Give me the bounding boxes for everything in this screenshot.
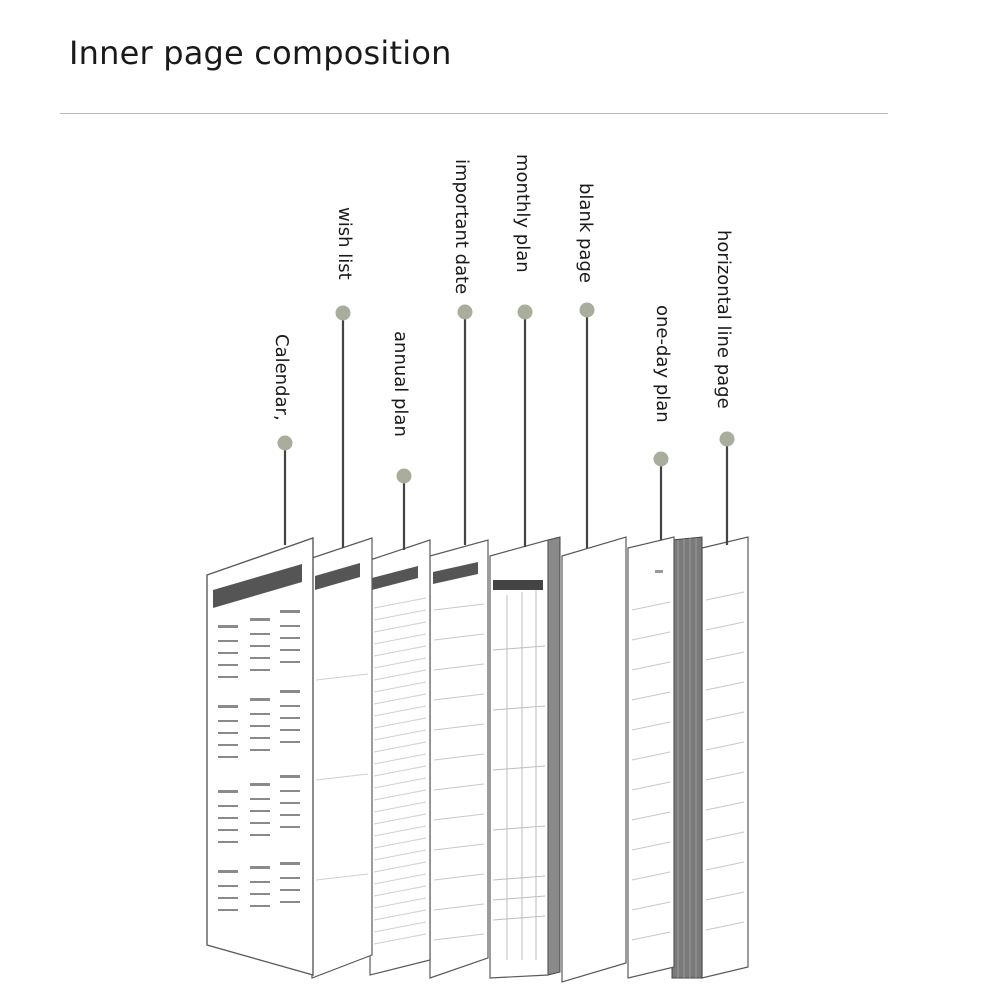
pin-annual-plan (397, 469, 412, 484)
label-blank-page: blank page (575, 183, 596, 283)
callout-pins (278, 303, 735, 484)
label-horizontal-line-page: horizontal line page (713, 230, 734, 409)
page-annual-plan (370, 540, 430, 975)
label-wish-list: wish list (334, 207, 355, 280)
page-block-edge (672, 537, 702, 978)
label-annual-plan: annual plan (390, 331, 411, 437)
page-horizontal-line (702, 537, 748, 978)
pin-important-date (458, 305, 473, 320)
label-important-date: important date (451, 159, 472, 295)
pin-blank-page (580, 303, 595, 318)
label-monthly-plan: monthly plan (512, 154, 533, 273)
label-calendar: Calendar, (271, 334, 292, 421)
pin-calendar (278, 436, 293, 451)
pin-monthly-plan (518, 305, 533, 320)
callout-stems (285, 310, 727, 550)
pin-wish-list (336, 306, 351, 321)
label-one-day-plan: one-day plan (652, 305, 673, 423)
pin-horizontal-line-page (720, 432, 735, 447)
page-wish-list (312, 538, 372, 978)
page-title: Inner page composition (69, 34, 452, 72)
pin-one-day-plan (654, 452, 669, 467)
page-calendar (207, 538, 313, 975)
page-blank (562, 537, 626, 982)
page-one-day-plan (628, 537, 674, 978)
page-important-date (430, 540, 488, 978)
page-monthly-plan (490, 537, 560, 978)
